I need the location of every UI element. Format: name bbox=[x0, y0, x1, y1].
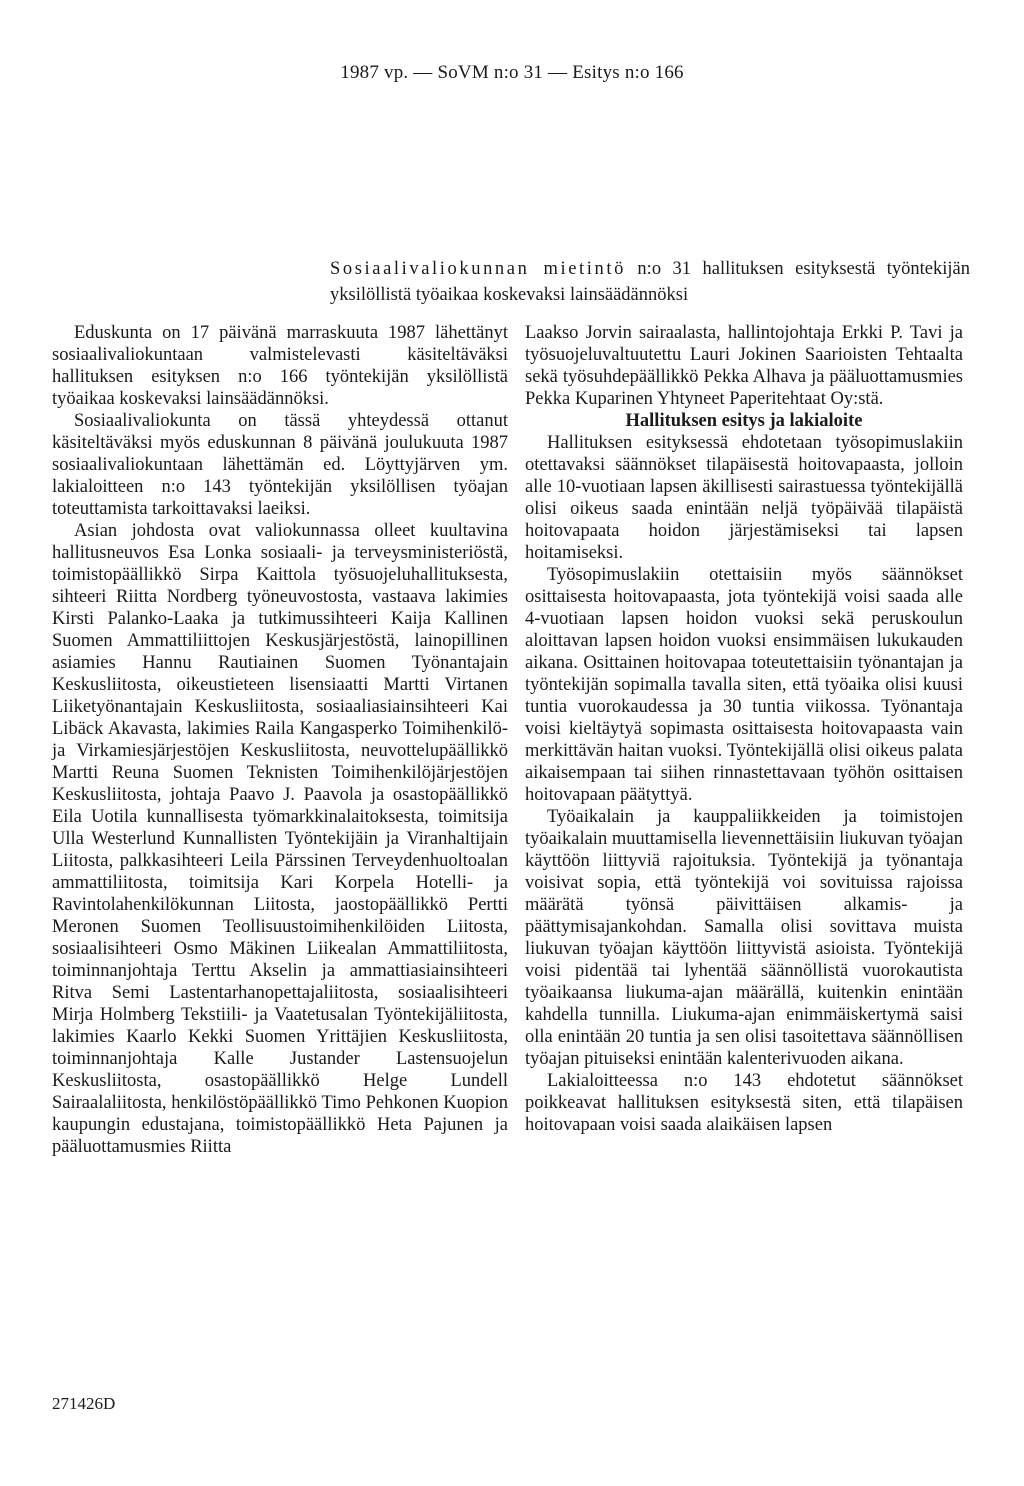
paragraph: Työaikalain ja kauppaliikkeiden ja toimistojen työaikalain muuttamisella lievennettäisiin liukuvan työajan käyttöön liittyviä rajoituksia. Työntekijä ja työnantaja voisivat sopia, että työntekijä voi sovituissa rajoissa määrätä työnsä päivittäisen alkamis- ja päättymisajankohdan. Samalla olisi sovittava muista liukuvan työajan käyttöön liittyvistä asioista. Työntekijä voisi pidentää tai lyhentää säännöllistä vuorokautista työaikaansa liukuma-ajan määrällä, kuitenkin enintään kahdella tunnilla. Liukuma-ajan enimmäiskertymä saisi olla enintään 20 tuntia ja sen olisi tasoitettava säännöllisen työajan pituiseksi enintään kalenterivuoden aikana. bbox=[525, 807, 963, 1069]
paragraph: Työsopimuslakiin otettaisiin myös säännökset osittaisesta hoitovapaasta, jota työntekijä voisi saada alle 4-vuotiaan lapsen hoidon vuoksi sekä peruskoulun aloittavan lapsen hoidon vuoksi ensimmäisen lukukauden aikana. Osittainen hoitovapaa toteutettaisiin työnantajan ja työntekijän sopimalla tavalla siten, että työaika olisi kuusi tuntia vuorokaudessa ja 30 tuntia viikossa. Työnantaja voisi kieltäytyä sopimasta osittaisesta hoitovapaasta vain merkittävän haitan vuoksi. Työntekijällä olisi oikeus palata aikaisempaan tai siihen rinnastettavaan työhön osittaisen hoitovapaan päätyttyä. bbox=[525, 565, 963, 805]
document-title-spaced: Sosiaalivaliokunnan mietintö bbox=[330, 259, 626, 279]
paragraph: Eduskunta on 17 päivänä marraskuuta 1987 lähettänyt sosiaalivaliokuntaan valmistelevasti käsiteltäväksi hallituksen esityksen n:o 166 työntekijän yksilöllistä työaikaa koskevaksi lainsäädännöksi. bbox=[52, 323, 508, 409]
paragraph: Laakso Jorvin sairaalasta, hallintojohtaja Erkki P. Tavi ja työsuojeluvaltuutettu Lauri Jokinen Saarioisten Tehtaalta sekä työsuhdepäällikkö Pekka Alhava ja pääluottamusmies Pekka Kuparinen Yhtyneet Paperitehtaat Oy:stä. bbox=[525, 323, 963, 409]
document-title bbox=[330, 256, 970, 308]
footer-code: 271426D bbox=[52, 1394, 116, 1413]
section-heading: Hallituksen esitys ja lakialoite bbox=[625, 411, 863, 431]
page-header: 1987 vp. — SoVM n:o 31 — Esitys n:o 166 bbox=[340, 62, 684, 83]
left-column bbox=[52, 322, 508, 1158]
paragraph: Sosiaalivaliokunta on tässä yhteydessä ottanut käsiteltäväksi myös eduskunnan 8 päivänä joulukuuta 1987 sosiaalivaliokuntaan lähettämän ed. Löyttyjärven ym. lakialoitteen n:o 143 työntekijän yksilöllisen työajan toteuttamista tarkoittavaksi laeiksi. bbox=[52, 411, 508, 519]
paragraph: Asian johdosta ovat valiokunnassa olleet kuultavina hallitusneuvos Esa Lonka sosiaali- ja terveysministeriöstä, toimistopäällikkö Sirpa Kaittola työsuojeluhallituksesta, sihteeri Riitta Nordberg työneuvostosta, vastaava lakimies Kirsti Palanko-Laaka ja tutkimussihteeri Kaija Kallinen Suomen Ammattiliittojen Keskusjärjestöstä, lainopillinen asiamies Hannu Rautiainen Suomen Työnantajain Keskusliitosta, oikeustieteen lisensiaatti Martti Virtanen Liiketyönantajain Keskusliitosta, sosiaaliasiainsihteeri Kai Libäck Akavasta, lakimies Raila Kangasperko Toimihenkilö- ja Virkamiesjärjestöjen Keskusliitosta, neuvottelupäällikkö Martti Reuna Suomen Teknisten Toimihenkilöjärjestöjen Keskusliitosta, johtaja Paavo J. Paavola ja osastopäällikkö Eila Uotila kunnallisesta työmarkkinalaitoksesta, toimitsija Ulla Westerlund Kunnallisten Työntekijäin ja Viranhaltijain Liitosta, palkkasihteeri Leila Pärssinen Terveydenhuoltoalan ammattiliitosta, toimitsija Kari Korpela Hotelli- ja Ravintolahenkilökunnan Liitosta, jaostopäällikkö Pertti Meronen Suomen Teollisuustoimihenkilöiden Liitosta, sosiaalisihteeri Osmo Mäkinen Liikealan Ammattiliitosta, toiminnanjohtaja Terttu Akselin ja ammattiasiainsihteeri Ritva Semi Lastentarhanopettajaliitosta, sosiaalisihteeri Mirja Holmberg Tekstiili- ja Vaatetusalan Työntekijäliitosta, lakimies Kaarlo Kekki Suomen Yrittäjien Keskusliitosta, toiminnanjohtaja Kalle Justander Lastensuojelun Keskusliitosta, osastopäällikkö Helge Lundell Sairaalaliitosta, henkilöstöpäällikkö Timo Pehkonen Kuopion kaupungin edustajana, toimistopäällikkö Heta Pajunen ja pääluottamusmies Riitta bbox=[52, 521, 508, 1157]
paragraph: Lakialoitteessa n:o 143 ehdotetut säännökset poikkeavat hallituksen esityksestä siten, että tilapäisen hoitovapaan voisi saada alaikäisen lapsen bbox=[525, 1071, 963, 1135]
document-title-rest: n:o 31 hallituksen esityksestä työntekijän yksilöllistä työaikaa koskevaksi lainsäädännöksi bbox=[330, 259, 970, 305]
paragraph: Hallituksen esityksessä ehdotetaan työsopimuslakiin otettavaksi säännökset tilapäisestä hoitovapaasta, jolloin alle 10-vuotiaan lapsen äkillisesti sairastuessa työntekijällä olisi oikeus saada enintään neljä työpäivää tilapäistä hoitovapaata hoidon järjestämiseksi tai lapsen hoitamiseksi. bbox=[525, 433, 963, 563]
right-column bbox=[525, 322, 963, 1136]
